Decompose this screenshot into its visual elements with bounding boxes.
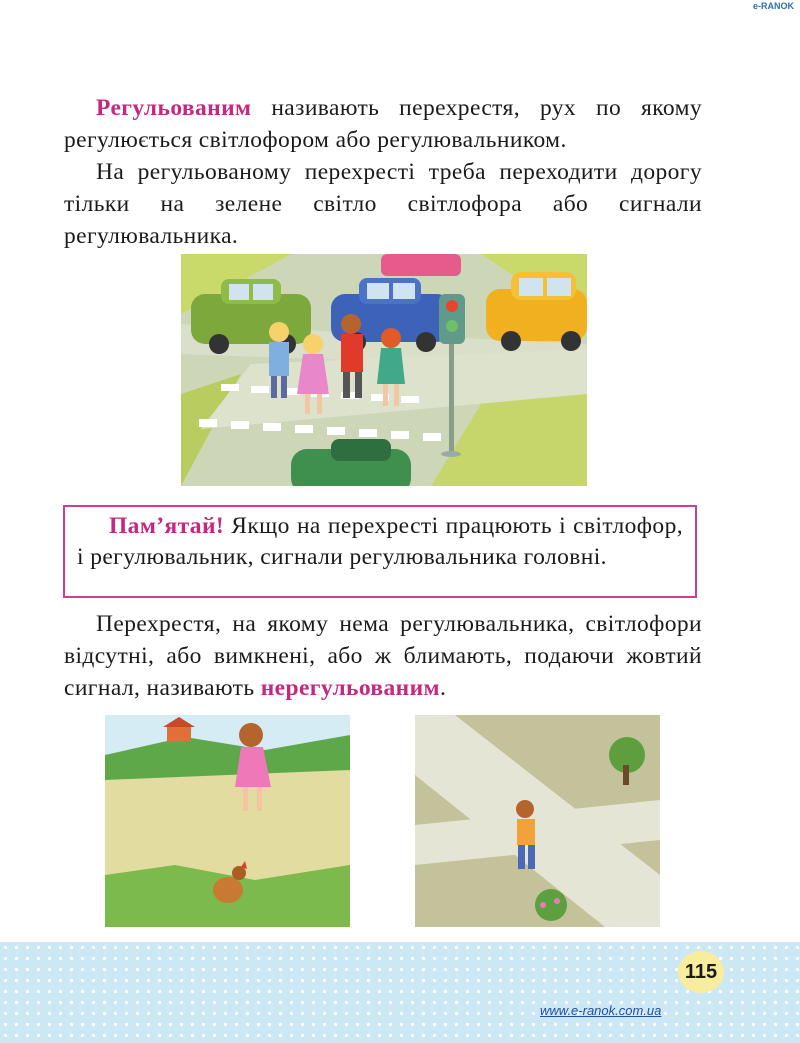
memo-text: Пам’ятай! Якщо на перехресті працюють і світлофор, і регулювальник, сигнали регулювальника головні.: [77, 513, 683, 570]
page-number: 115: [678, 951, 724, 993]
paragraph-unregulated-definition: Перехрестя, на якому нема регулювальника, світлофори відсутні, або вимкнені, або ж блимають, подаючи жовтий сигнал, називають нерегульованим.: [64, 611, 702, 701]
crosswalk-illustration: [181, 254, 587, 486]
memo-box: [63, 505, 697, 598]
boy-road-illustration: [415, 715, 660, 927]
term-regulated: Регульованим: [96, 95, 252, 121]
footer-band: [0, 942, 800, 1043]
memo-label: Пам’ятай!: [109, 513, 225, 539]
girl-field-illustration: [105, 715, 350, 927]
paragraph-regulated-definition: Регульованим називають перехрестя, рух по якому регулюється світлофором або регулювальником.: [64, 95, 702, 153]
publisher-logo: e-RANOK: [752, 1, 794, 11]
website-link[interactable]: www.e-ranok.com.ua: [540, 1003, 662, 1018]
paragraph-regulated-rule: На регульованому перехресті треба переходити дорогу тільки на зелене світло світлофора або сигнали регулювальника.: [64, 159, 702, 249]
term-unregulated: нерегульованим: [260, 675, 440, 701]
